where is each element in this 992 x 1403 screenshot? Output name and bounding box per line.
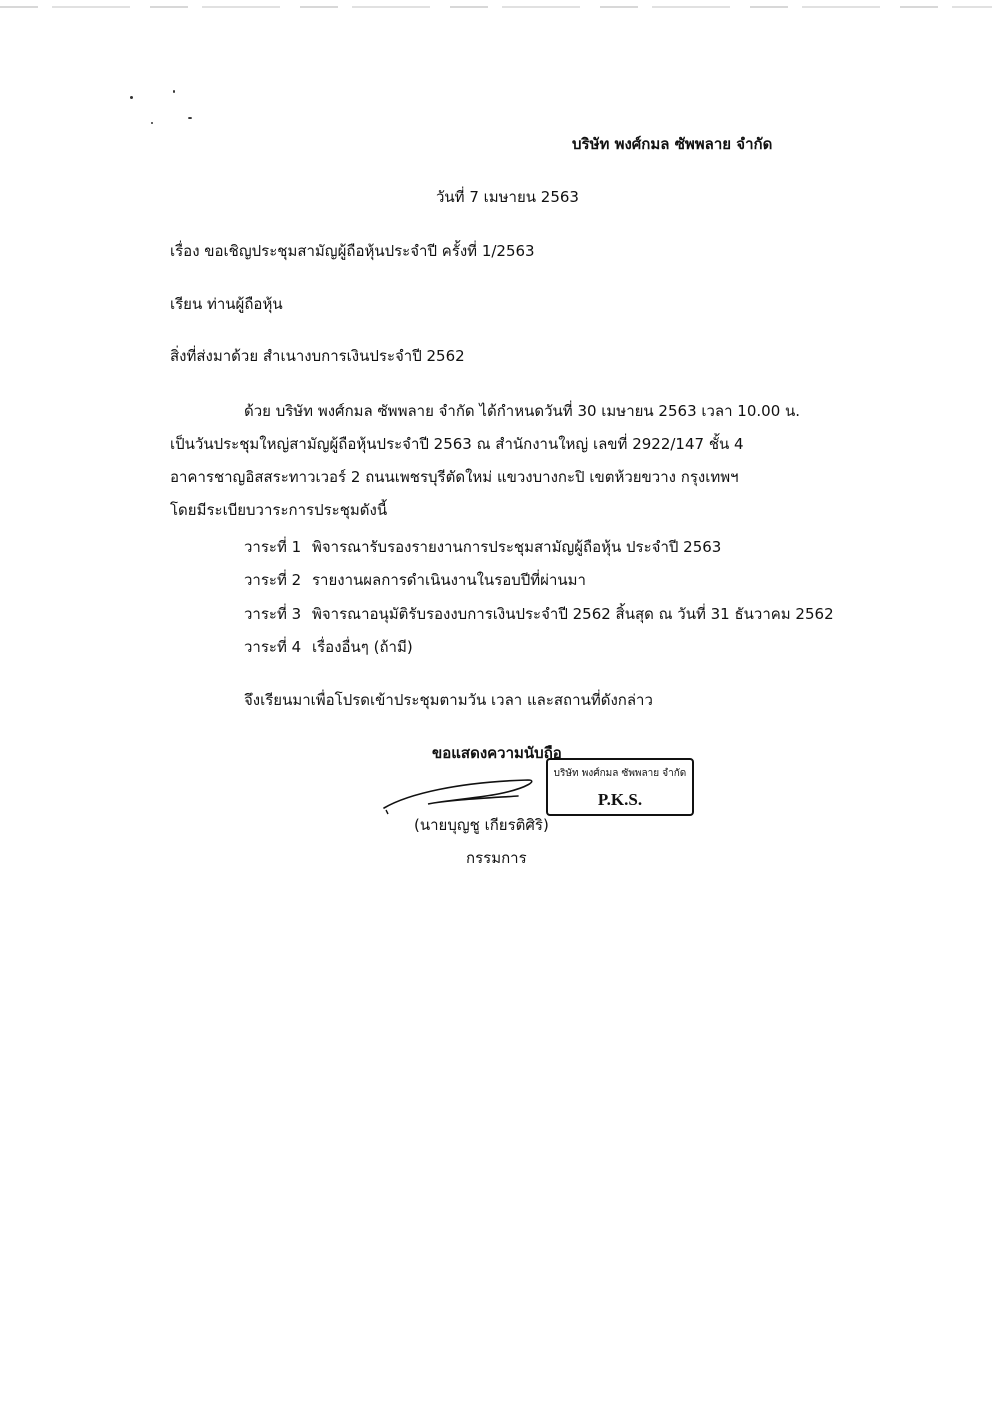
agenda-text: รายงานผลการดำเนินงานในรอบปีที่ผ่านมา [312, 571, 586, 589]
signer-name: (นายบุญชู เกียรติศิริ) [414, 816, 549, 834]
scan-speck [188, 117, 192, 119]
agenda-text: พิจารณาอนุมัติรับรองงบการเงินประจำปี 2562 สิ้นสุด ณ วันที่ 31 ธันวาคม 2562 [312, 605, 834, 623]
letter-enclosure: สิ่งที่ส่งมาด้วย สำเนางบการเงินประจำปี 2562 [170, 347, 465, 365]
agenda-number: วาระที่ 2 [244, 571, 302, 589]
stamp-abbreviation: P.K.S. [597, 790, 643, 809]
body-line-3: อาคารชาญอิสสระทาวเวอร์ 2 ถนนเพชรบุรีตัดใหม่ แขวงบางกะปิ เขตห้วยขวาง กรุงเทพฯ [170, 468, 739, 486]
stamp-company-name: บริษัท พงศ์กมล ซัพพลาย จำกัด [553, 768, 687, 779]
handwritten-signature [378, 770, 568, 820]
agenda-number: วาระที่ 4 [244, 638, 302, 656]
scan-speck [130, 96, 133, 99]
agenda-item-4 [244, 637, 413, 657]
scan-edge [0, 6, 992, 8]
agenda-text: เรื่องอื่นๆ (ถ้ามี) [312, 638, 413, 656]
body-line-1: ด้วย บริษัท พงศ์กมล ซัพพลาย จำกัด ได้กำหนดวันที่ 30 เมษายน 2563 เวลา 10.00 น. [244, 402, 801, 420]
letter-date: วันที่ 7 เมษายน 2563 [436, 188, 579, 206]
agenda-item-2 [244, 570, 586, 590]
company-stamp [546, 758, 694, 816]
body-line-2: เป็นวันประชุมใหญ่สามัญผู้ถือหุ้นประจำปี 2563 ณ สำนักงานใหญ่ เลขที่ 2922/147 ชั้น 4 [170, 435, 744, 453]
scan-speck [173, 90, 175, 93]
body-line-4: โดยมีระเบียบวาระการประชุมดังนี้ [170, 501, 388, 519]
agenda-item-3 [244, 604, 834, 624]
agenda-number: วาระที่ 3 [244, 605, 302, 623]
agenda-item-1 [244, 537, 721, 557]
letter-subject: เรื่อง ขอเชิญประชุมสามัญผู้ถือหุ้นประจำปี ครั้งที่ 1/2563 [170, 242, 535, 260]
letter-addressee: เรียน ท่านผู้ถือหุ้น [170, 295, 283, 313]
agenda-text: พิจารณารับรองรายงานการประชุมสามัญผู้ถือหุ้น ประจำปี 2563 [312, 538, 722, 556]
closing-request: จึงเรียนมาเพื่อโปรดเข้าประชุมตามวัน เวลา และสถานที่ดังกล่าว [244, 691, 653, 709]
scan-speck [151, 122, 153, 124]
sign-off: ขอแสดงความนับถือ [432, 744, 562, 762]
signer-title: กรรมการ [466, 849, 527, 867]
agenda-number: วาระที่ 1 [244, 538, 302, 556]
company-header: บริษัท พงศ์กมล ซัพพลาย จำกัด [572, 135, 773, 153]
